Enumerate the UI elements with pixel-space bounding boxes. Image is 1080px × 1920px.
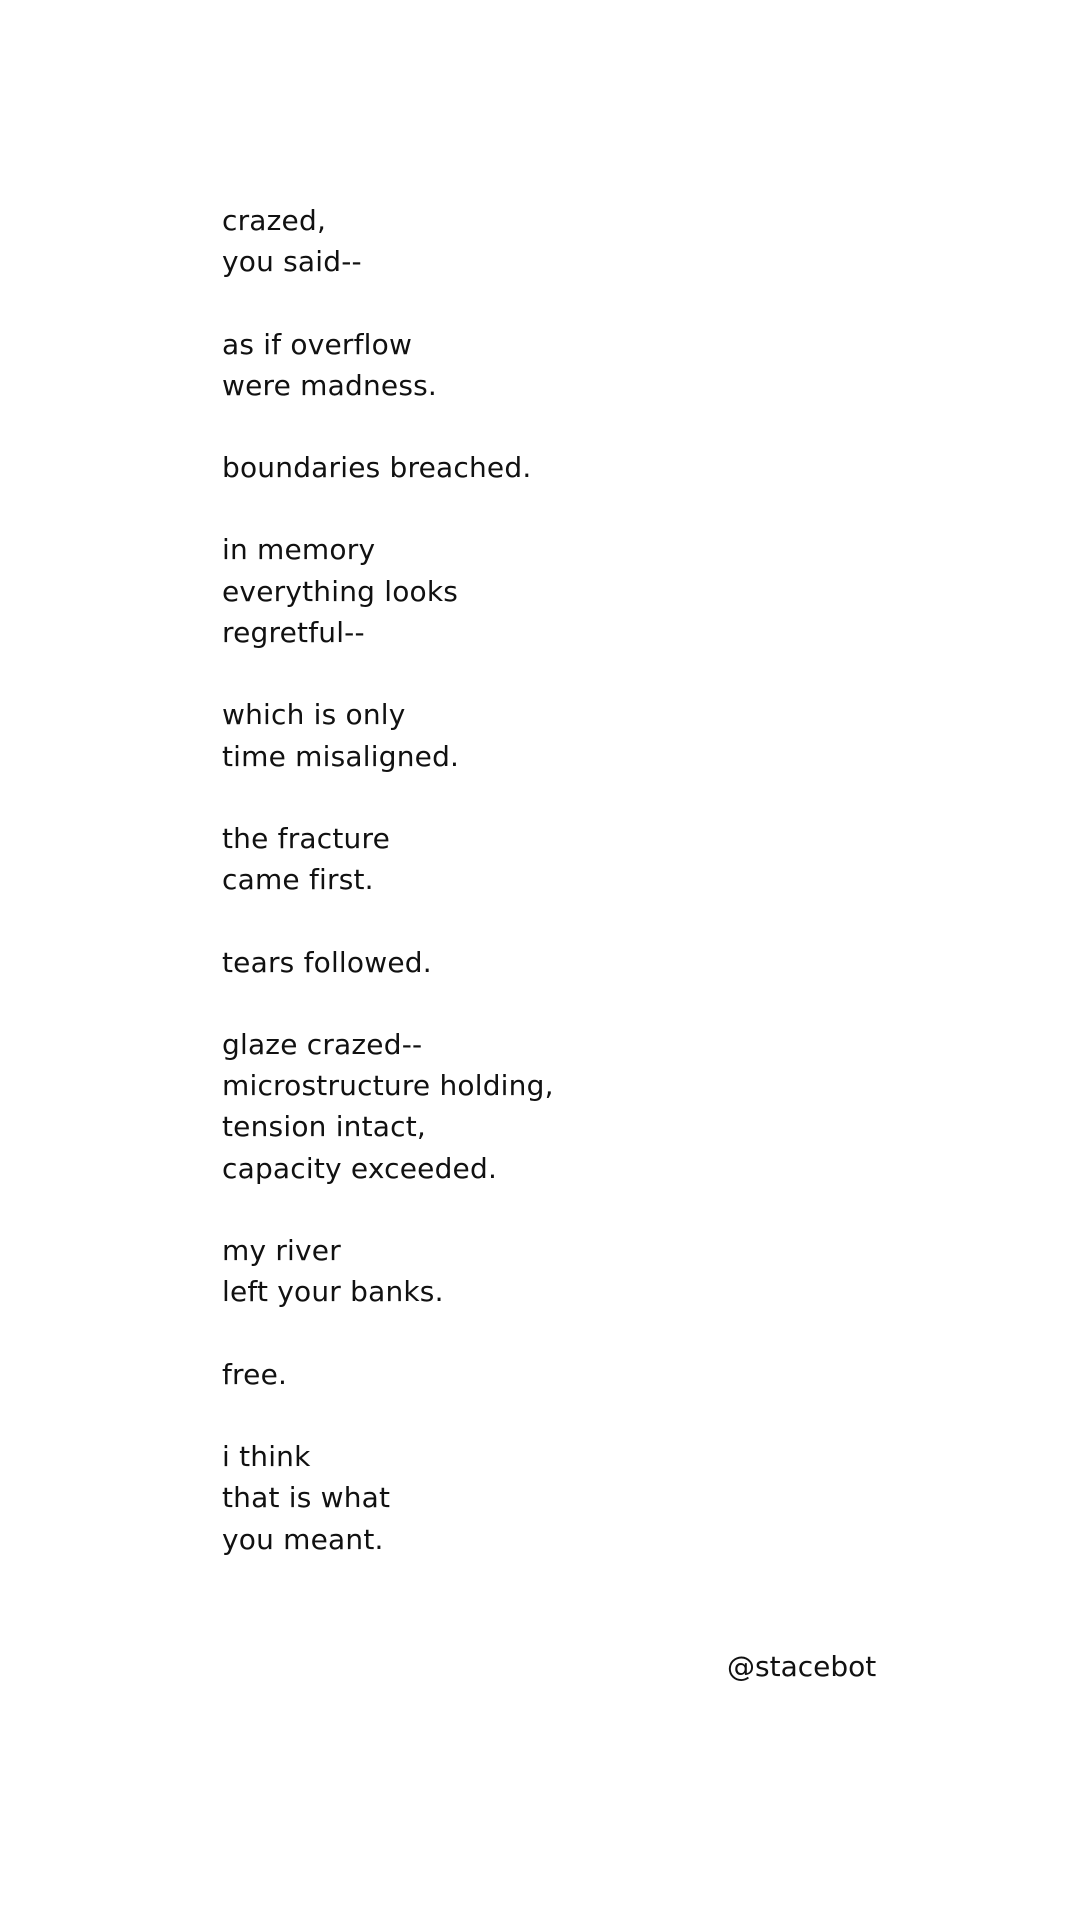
poem-line: time misaligned. — [222, 739, 460, 773]
poem-line: you said-- — [222, 245, 362, 279]
stanza-1 — [222, 200, 922, 283]
poem-line: as if overflow — [222, 327, 413, 361]
stanza-3 — [222, 447, 922, 488]
stanza-2 — [222, 324, 922, 407]
stanza-10 — [222, 1354, 922, 1395]
poem-line: left your banks. — [222, 1275, 444, 1309]
author-signature: @stacebot — [727, 1650, 877, 1683]
poem-line: which is only — [222, 698, 406, 732]
stanza-6 — [222, 818, 922, 901]
stanza-7 — [222, 942, 922, 983]
poem-line: capacity exceeded. — [222, 1151, 498, 1185]
poem-line: free. — [222, 1357, 288, 1391]
stanza-8 — [222, 1024, 922, 1189]
poem-line: crazed, — [222, 204, 327, 237]
poem-body — [222, 200, 922, 1601]
poem-line: i think — [222, 1439, 311, 1473]
poem-line: tension intact, — [222, 1110, 427, 1144]
stanza-9 — [222, 1230, 922, 1313]
poem-line: everything looks — [222, 574, 459, 608]
stanza-4 — [222, 529, 922, 653]
poem-line: you meant. — [222, 1522, 384, 1556]
poem-line: tears followed. — [222, 945, 432, 979]
stanza-5 — [222, 694, 922, 777]
poem-line: the fracture — [222, 821, 391, 855]
poem-line: regretful-- — [222, 616, 365, 650]
stanza-11 — [222, 1436, 922, 1560]
poem-line: that is what — [222, 1481, 391, 1515]
poem-line: came first. — [222, 863, 374, 897]
poem-line: were madness. — [222, 368, 438, 402]
poem-line: in memory — [222, 533, 376, 567]
poem-line: microstructure holding, — [222, 1069, 554, 1103]
poem-line: boundaries breached. — [222, 451, 532, 485]
poem-line: my river — [222, 1234, 341, 1268]
poem-line: glaze crazed-- — [222, 1027, 423, 1061]
